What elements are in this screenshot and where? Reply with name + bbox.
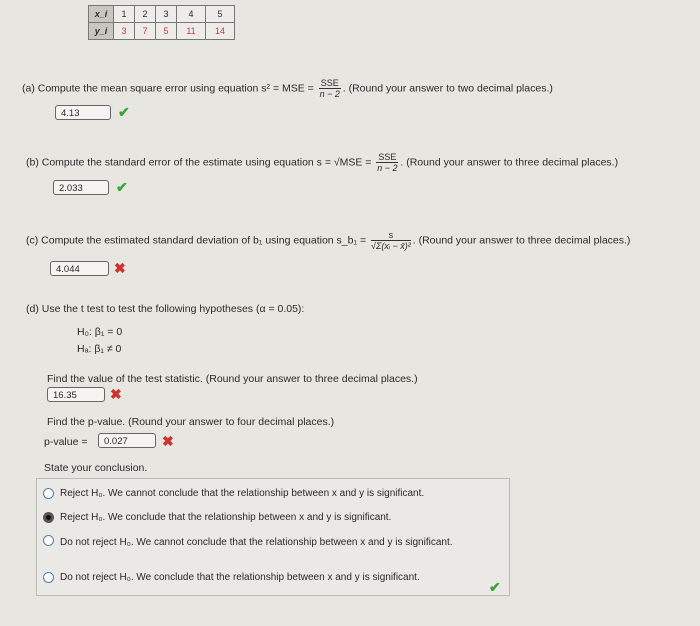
x-cell: 4 — [177, 6, 206, 23]
p-value-input[interactable]: 0.027 — [98, 433, 156, 448]
x-cell: 3 — [156, 6, 177, 23]
check-icon: ✔ — [116, 179, 128, 195]
option-not-reject-cannot-conclude[interactable] — [43, 535, 463, 551]
part-a-prompt — [22, 78, 553, 99]
x-header: x_i — [89, 6, 114, 23]
table-row-x — [89, 6, 235, 23]
denominator: n − 2 — [319, 89, 340, 99]
y-cell: 7 — [135, 23, 156, 40]
numerator: SSE — [378, 152, 397, 162]
y-cell: 14 — [206, 23, 235, 40]
cross-icon: ✖ — [110, 386, 122, 402]
x-cell: 1 — [114, 6, 135, 23]
option-label: Do not reject H₀. We conclude that the relationship between x and y is significant. — [60, 572, 420, 583]
conclusion-prompt: State your conclusion. — [44, 462, 148, 474]
radio-button[interactable] — [43, 535, 54, 546]
formula-fraction — [376, 152, 398, 173]
prompt-text: (c) Compute the estimated standard deviation of b₁ using equation s_b₁ = — [26, 234, 367, 247]
part-a-answer-input[interactable]: 4.13 — [55, 105, 111, 120]
radio-button-selected[interactable] — [43, 512, 54, 523]
part-b-prompt — [26, 152, 618, 173]
cross-icon: ✖ — [162, 433, 174, 449]
check-icon: ✔ — [118, 104, 130, 120]
check-icon: ✔ — [489, 579, 501, 595]
round-instruction: . (Round your answer to three decimal places.) — [400, 156, 619, 169]
x-cell: 2 — [135, 6, 156, 23]
part-b-answer-input[interactable]: 2.033 — [53, 180, 109, 195]
option-label: Do not reject H₀. We cannot conclude that the relationship between x and y is significant. — [60, 537, 453, 548]
round-instruction: . (Round your answer to two decimal places.) — [342, 82, 553, 95]
y-header: y_i — [89, 23, 114, 40]
option-label: Reject H₀. We conclude that the relationship between x and y is significant. — [60, 512, 392, 523]
prompt-text: (a) Compute the mean square error using equation s² = MSE = — [22, 82, 314, 95]
numerator: s — [371, 230, 411, 241]
data-table — [88, 5, 235, 40]
numerator: SSE — [320, 78, 339, 88]
round-instruction: . (Round your answer to three decimal places.) — [412, 234, 631, 247]
y-cell: 5 — [156, 23, 177, 40]
part-c-answer-input[interactable]: 4.044 — [50, 261, 109, 276]
p-value-prompt: Find the p-value. (Round your answer to four decimal places.) — [47, 416, 335, 428]
x-cell: 5 — [206, 6, 235, 23]
option-label: Reject H₀. We cannot conclude that the relationship between x and y is significant. — [60, 488, 425, 499]
option-reject-conclude[interactable] — [43, 512, 493, 523]
option-not-reject-conclude[interactable] — [43, 572, 493, 583]
option-reject-cannot-conclude[interactable] — [43, 488, 493, 499]
formula-fraction — [371, 230, 411, 251]
prompt-text: (b) Compute the standard error of the estimate using equation s = √MSE = — [26, 156, 372, 169]
alternative-hypothesis: Hₐ: β₁ ≠ 0 — [77, 343, 122, 355]
cross-icon: ✖ — [114, 260, 126, 276]
denominator: n − 2 — [377, 163, 398, 173]
test-statistic-input[interactable]: 16.35 — [47, 387, 105, 402]
conclusion-options — [36, 478, 510, 596]
y-cell: 11 — [177, 23, 206, 40]
radio-button[interactable] — [43, 488, 54, 499]
radio-button[interactable] — [43, 572, 54, 583]
part-c-prompt — [26, 230, 630, 251]
y-cell: 3 — [114, 23, 135, 40]
test-statistic-prompt: Find the value of the test statistic. (Round your answer to three decimal places.) — [47, 373, 418, 385]
p-value-label: p-value = — [44, 436, 88, 448]
formula-fraction — [319, 78, 341, 99]
denominator: √Σ(xᵢ − x̄)² — [371, 241, 411, 251]
part-d-prompt: (d) Use the t test to test the following hypotheses (α = 0.05): — [26, 303, 305, 315]
null-hypothesis: H₀: β₁ = 0 — [77, 326, 123, 338]
table-row-y — [89, 23, 235, 40]
